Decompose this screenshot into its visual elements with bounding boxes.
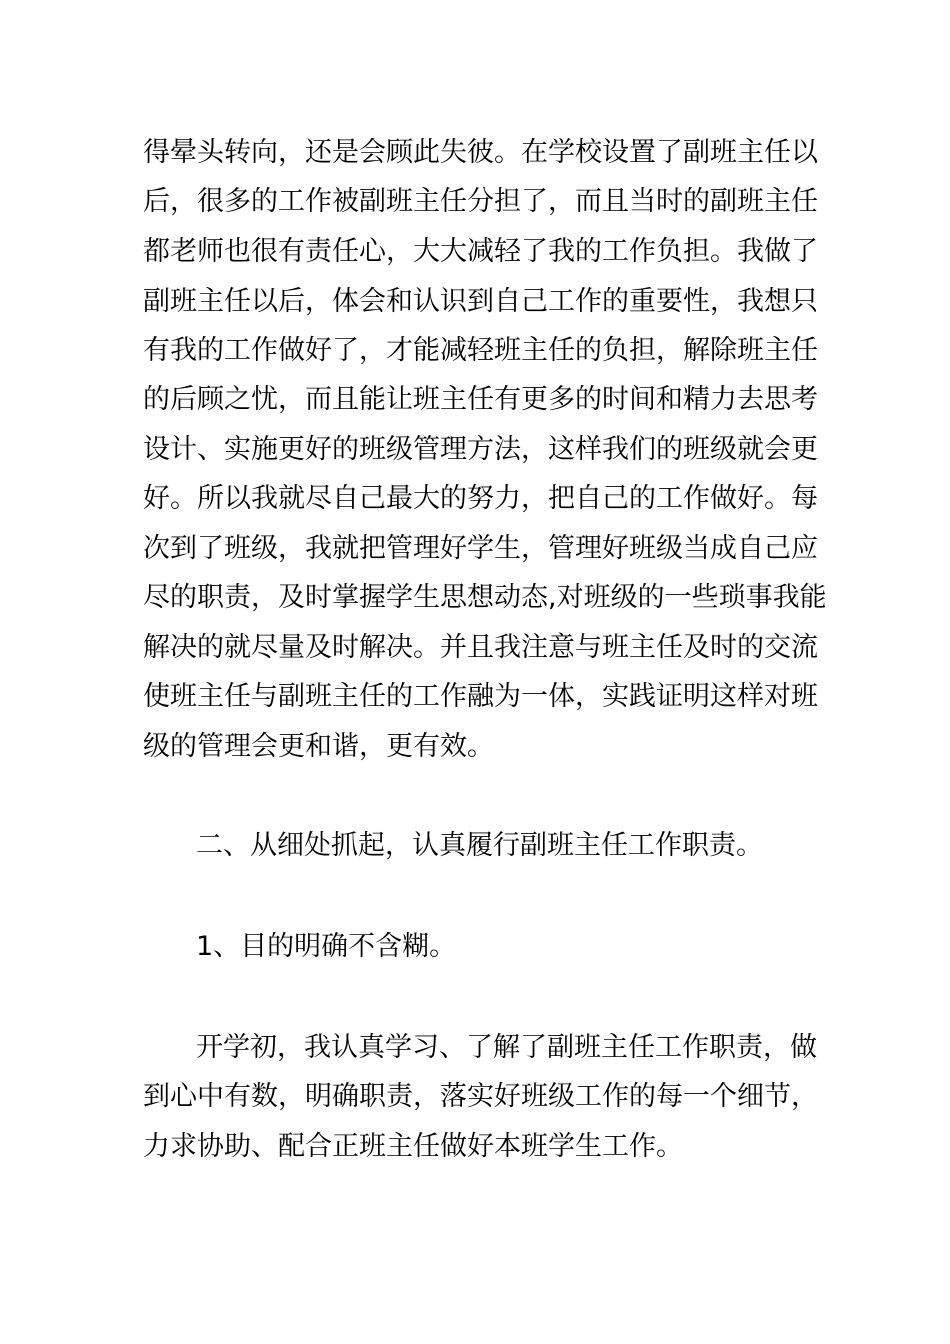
paragraph-line: 有我的工作做好了，才能减轻班主任的负担，解除班主任 <box>143 335 818 366</box>
paragraph-line: 设计、实施更好的班级管理方法，这样我们的班级就会更 <box>143 434 818 465</box>
paragraph-line: 都老师也很有责任心，大大减轻了我的工作负担。我做了 <box>143 236 818 267</box>
paragraph-line: 次到了班级，我就把管理好学生，管理好班级当成自己应 <box>143 533 818 564</box>
section-heading: 二、从细处抓起，认真履行副班主任工作职责。 <box>196 830 763 861</box>
paragraph-line: 到心中有数，明确职责，落实好班级工作的每一个细节， <box>143 1081 818 1112</box>
paragraph-line: 后，很多的工作被副班主任分担了，而且当时的副班主任 <box>143 186 818 217</box>
paragraph-line: 副班主任以后，体会和认识到自己工作的重要性，我想只 <box>143 286 818 317</box>
subsection-heading: 1、目的明确不含糊。 <box>196 931 457 962</box>
paragraph-line: 级的管理会更和谐，更有效。 <box>143 731 494 762</box>
paragraph-line: 得晕头转向，还是会顾此失彼。在学校设置了副班主任以 <box>143 137 818 168</box>
paragraph-line: 使班主任与副班主任的工作融为一体，实践证明这样对班 <box>143 681 818 712</box>
paragraph-line: 解决的就尽量及时解决。并且我注意与班主任及时的交流 <box>143 632 818 663</box>
paragraph-line: 开学初，我认真学习、了解了副班主任工作职责，做 <box>196 1032 817 1063</box>
paragraph-line: 尽的职责，及时掌握学生思想动态,对班级的一些琐事我能 <box>143 582 827 613</box>
paragraph-line: 力求协助、配合正班主任做好本班学生工作。 <box>143 1131 683 1162</box>
paragraph-line: 的后顾之忧，而且能让班主任有更多的时间和精力去思考 <box>143 384 818 415</box>
paragraph-line: 好。所以我就尽自己最大的努力，把自己的工作做好。每 <box>143 483 818 514</box>
